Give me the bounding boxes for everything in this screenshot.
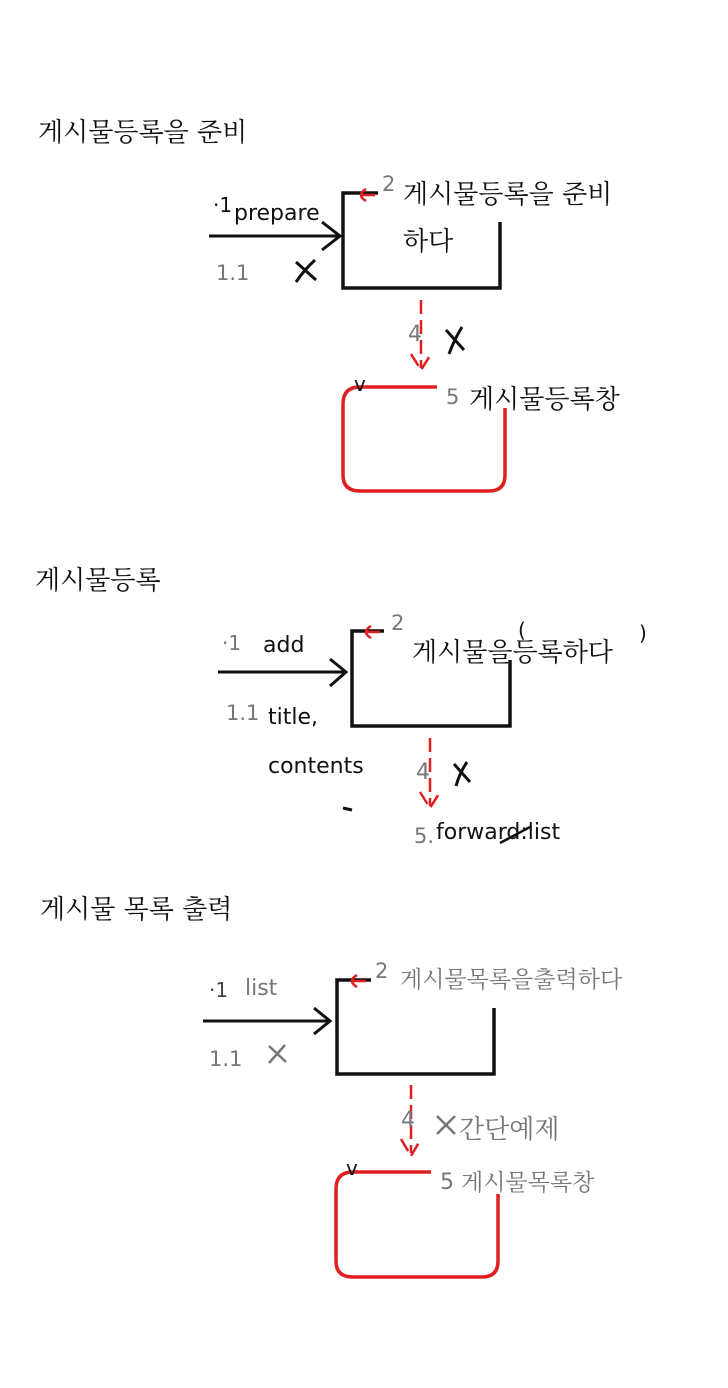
heading-prepare-registration: 게시물등록을 준비: [38, 118, 248, 148]
forward-label: forward:list: [436, 820, 561, 845]
step-number-4: 4: [401, 1108, 415, 1133]
message-number-1: ·1: [209, 978, 229, 1002]
heading-list-output: 게시물 목록 출력: [40, 895, 233, 925]
diagram-1-shapes: [209, 189, 505, 491]
step-number-4: 4: [416, 760, 430, 785]
call-arrow-3: [203, 1008, 330, 1034]
cross-mark-2-4: [454, 762, 470, 786]
view-label: 게시물등록창: [469, 385, 620, 415]
message-number-1: ·1: [222, 631, 242, 655]
message-label-list: list: [245, 976, 278, 1001]
step-number-2: 2: [382, 172, 396, 196]
controller-label: 게시물등록을 준비: [403, 180, 613, 210]
c-mark-2: [365, 626, 380, 638]
cross-mark-3-1: [269, 1045, 286, 1063]
step-number-5: 5.: [414, 824, 435, 848]
step-number-4: 4: [408, 322, 422, 347]
step-number-5: 5: [446, 385, 460, 409]
paren-close: ): [639, 621, 647, 645]
heading-registration: 게시물등록: [35, 566, 161, 596]
message-number-1: ·1: [213, 193, 233, 217]
controller-label: 게시물목록을출력하다: [400, 967, 623, 993]
controller-label: 게시물을등록하다: [412, 638, 613, 668]
c-mark-3: [351, 975, 366, 987]
message-number-1-1: 1.1: [226, 701, 260, 725]
v-mark: v: [354, 372, 366, 396]
stray-stroke-2: [343, 808, 352, 810]
message-label-add: add: [263, 633, 305, 658]
cross-mark-3-4: [437, 1116, 455, 1134]
message-number-1-1: 1.1: [216, 261, 250, 285]
message-number-1-1: 1.1: [209, 1047, 243, 1071]
call-arrow-1: [209, 222, 340, 250]
v-mark: v: [346, 1156, 358, 1180]
view-label: 게시물목록창: [461, 1170, 595, 1196]
note-simple-example: 간단예제: [459, 1115, 560, 1145]
param-title: title,: [268, 705, 319, 730]
c-mark-1: [360, 189, 375, 201]
step-number-5: 5: [440, 1170, 454, 1195]
message-label-prepare: prepare: [234, 201, 320, 226]
paren-open: (: [518, 618, 526, 642]
controller-label-continued: 하다: [403, 227, 454, 257]
cross-mark-1-1: [296, 260, 316, 282]
step-number-2: 2: [375, 959, 389, 983]
cross-mark-1-4: [446, 327, 464, 354]
diagram-3-shapes: [203, 975, 498, 1277]
call-arrow-2: [218, 659, 346, 686]
controller-box-3: [337, 980, 494, 1074]
param-contents: contents: [268, 754, 364, 779]
step-number-2: 2: [391, 611, 405, 635]
